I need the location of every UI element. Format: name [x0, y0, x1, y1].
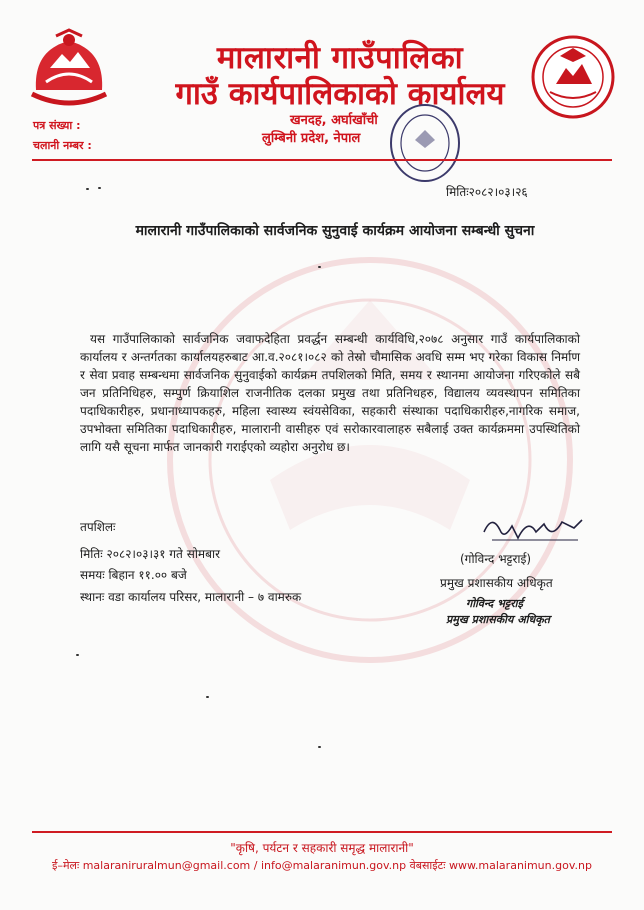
scan-speck — [206, 696, 209, 698]
scan-speck — [98, 187, 101, 189]
scan-speck — [318, 746, 321, 748]
office-name: गाउँ कार्यपालिकाको कार्यालय — [175, 76, 505, 112]
stamp-name: गोविन्द भट्टराई — [466, 597, 523, 610]
scan-speck — [86, 188, 89, 190]
office-address: खनदह, अर्घाखाँची — [290, 113, 378, 128]
reference-number-label: पत्र संख्या : — [33, 119, 81, 132]
event-time: समयः बिहान ११.०० बजे — [80, 568, 187, 582]
province-country: लुम्बिनी प्रदेश, नेपाल — [262, 131, 361, 146]
notice-title: मालारानी गाउँपालिकाको सार्वजनिक सुनुवाई कार्यक्रम आयोजना सम्बन्धी सुचना — [135, 223, 535, 239]
footer-contact: ई–मेलः malaraniruralmun@gmail.com / info@malaranimun.gov.np वेबसाईटः www.malaranimun.gov.np — [52, 859, 592, 872]
letterhead-divider — [32, 159, 612, 161]
notice-date: मितिः२०८२।०३।२६ — [446, 185, 528, 199]
details-heading: तपशिलः — [80, 520, 116, 534]
municipality-name: मालारानी गाउँपालिका — [216, 40, 464, 76]
scan-speck — [318, 266, 321, 268]
footer-divider — [32, 831, 612, 833]
footer-motto: "कृषि, पर्यटन र सहकारी समृद्ध मालारानी" — [230, 841, 414, 855]
handwritten-signature-icon — [478, 510, 588, 550]
event-date: मितिः २०८२।०३।३१ गते सोमबार — [80, 547, 220, 561]
stamp-designation: प्रमुख प्रशासकीय अधिकृत — [446, 613, 550, 626]
dispatch-number-label: चलानी नम्बर : — [33, 139, 92, 152]
event-venue: स्थानः वडा कार्यालय परिसर, मालारानी – ७ वामरुक — [80, 590, 302, 604]
signatory-designation: प्रमुख प्रशासकीय अधिकृत — [440, 576, 553, 590]
office-stamp-icon — [385, 100, 465, 186]
signatory-name: (गोविन्द भट्टराई) — [460, 552, 532, 566]
scan-speck — [76, 654, 79, 656]
notice-body: यस गाउँपालिकाको सार्वजनिक जवाफदेहिता प्रवर्द्धन सम्बन्धी कार्यविधि,२०७८ अनुसार गाउँ कार्यपालिकाको कार्यालय र अन्तर्गतका कार्यालयहरुबाट आ.व.२०८१।०८२ को तेस्रो चौमासिक अवधि सम्म भए गरेका विकास निर्माण र सेवा प्रवाह सम्बन्धमा सार्वजनिक सुनुवाईको कार्यक्रम तपशिलको मिति, समय र स्थानमा आयोजना गरिएकोले सबै जन प्रतिनिधिहरु, सम्पुर्ण क्रियाशिल राजनीतिक दलका प्रमुख तथा प्रतिनिधहरु, विद्यालय व्यवस्थापन समितिका पदाधिकारीहरु, प्रधानाध्यापकहरु, महिला स्वास्थ्य स्वंयसेविका, सहकारी संस्थाका पदाधिकारीहरु,नागरिक समाज, उपभोक्ता समितिका पदाधिकारीहरु, मालारानी वासीहरु एवं सरोकारवालाहरु सबैलाई उक्त कार्यक्रममा उपस्थितिको लागि यसै सूचना मार्फत जानकारी गराईएको व्यहोरा अनुरोध छ। — [80, 332, 580, 454]
nepal-emblem-icon — [26, 28, 112, 116]
